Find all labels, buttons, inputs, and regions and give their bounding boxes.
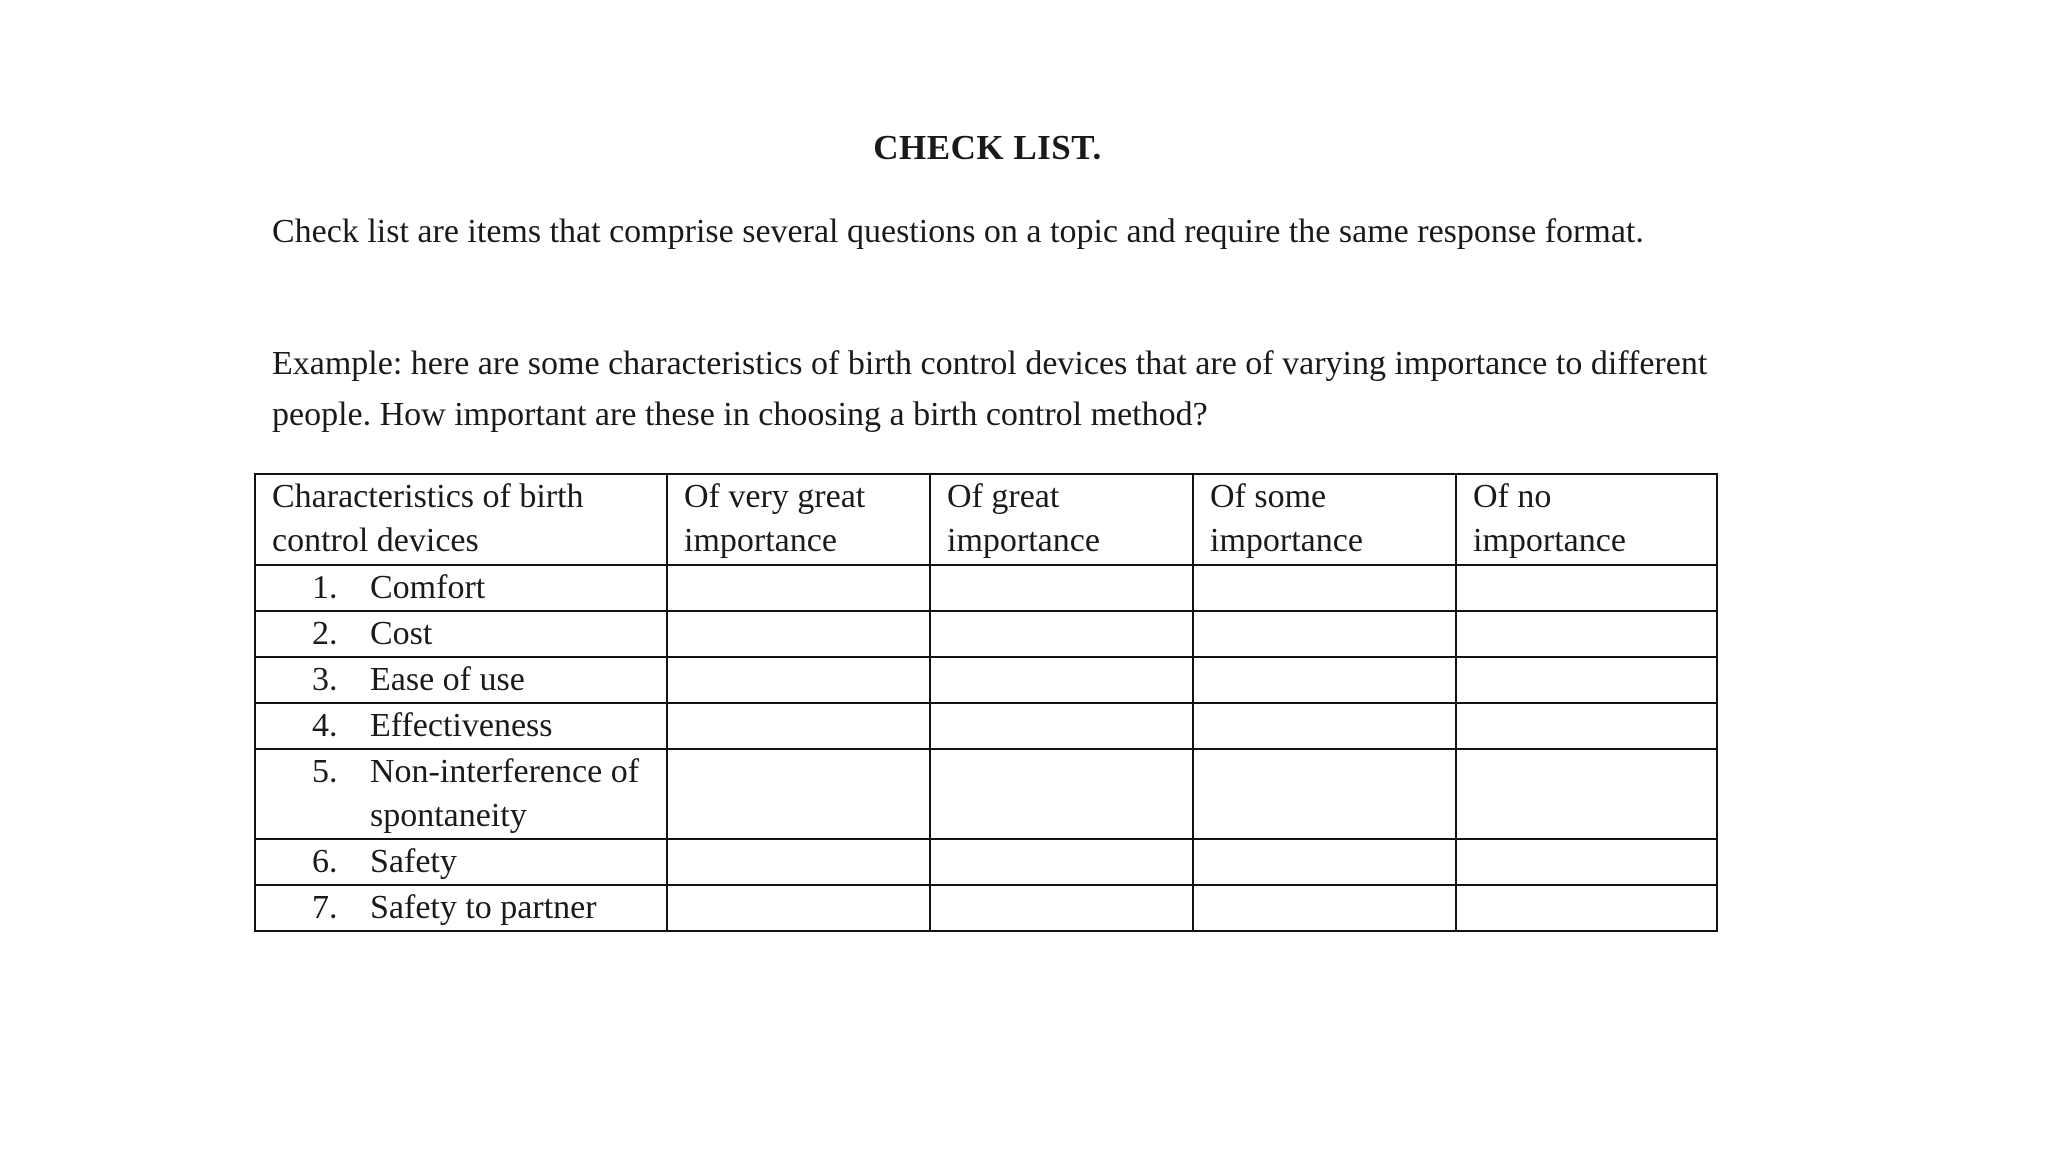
item-label: Non-interference of spontaneity [370,753,640,834]
checklist-table [254,473,1718,932]
rating-cell-some[interactable] [1193,749,1456,839]
row-label-cell [255,749,667,839]
rating-cell-great[interactable] [930,703,1193,749]
rating-cell-great[interactable] [930,611,1193,657]
header-some-importance: Of some importance [1193,474,1456,565]
rating-cell-very-great[interactable] [667,839,930,885]
rating-cell-very-great[interactable] [667,885,930,931]
item-label: Ease of use [370,661,525,698]
rating-cell-very-great[interactable] [667,749,930,839]
rating-cell-great[interactable] [930,657,1193,703]
item-number: 5. [312,753,338,790]
table-row [255,839,1717,885]
rating-cell-great[interactable] [930,749,1193,839]
rating-cell-some[interactable] [1193,839,1456,885]
rating-cell-none[interactable] [1456,657,1717,703]
item-number: 3. [312,661,338,698]
item-label: Cost [370,615,433,652]
rating-cell-none[interactable] [1456,703,1717,749]
rating-cell-very-great[interactable] [667,703,930,749]
row-label-cell [255,611,667,657]
rating-cell-very-great[interactable] [667,611,930,657]
rating-cell-some[interactable] [1193,657,1456,703]
rating-cell-some[interactable] [1193,565,1456,611]
row-label-cell [255,885,667,931]
row-label-cell [255,565,667,611]
rating-cell-great[interactable] [930,839,1193,885]
item-number: 2. [312,615,338,652]
row-label-cell [255,657,667,703]
table-row [255,611,1717,657]
row-label-cell [255,703,667,749]
table-row [255,749,1717,839]
item-label: Comfort [370,569,486,606]
table-row [255,703,1717,749]
rating-cell-very-great[interactable] [667,565,930,611]
table-row [255,565,1717,611]
item-label: Effectiveness [370,707,553,744]
header-characteristics: Characteristics of birth control devices [255,474,667,565]
example-paragraph: Example: here are some characteristics of birth control devices that are of varying importance to different people. How important are these in choosing a birth control method? [272,345,1708,433]
rating-cell-great[interactable] [930,885,1193,931]
rating-cell-none[interactable] [1456,839,1717,885]
table-row [255,657,1717,703]
item-label: Safety [370,843,457,880]
header-very-great-importance: Of very great importance [667,474,930,565]
item-number: 1. [312,569,338,606]
rating-cell-none[interactable] [1456,749,1717,839]
table-header-row [255,474,1717,565]
rating-cell-none[interactable] [1456,885,1717,931]
intro-paragraph: Check list are items that comprise several questions on a topic and require the same response format. [272,213,1644,250]
row-label-cell [255,839,667,885]
item-number: 7. [312,889,338,926]
rating-cell-very-great[interactable] [667,657,930,703]
header-great-importance: Of great importance [930,474,1193,565]
item-label: Safety to partner [370,889,597,926]
header-no-importance: Of no importance [1456,474,1717,565]
rating-cell-great[interactable] [930,565,1193,611]
table-row [255,885,1717,931]
rating-cell-some[interactable] [1193,703,1456,749]
rating-cell-none[interactable] [1456,565,1717,611]
rating-cell-some[interactable] [1193,611,1456,657]
rating-cell-none[interactable] [1456,611,1717,657]
item-number: 6. [312,843,338,880]
item-number: 4. [312,707,338,744]
rating-cell-some[interactable] [1193,885,1456,931]
page-title: CHECK LIST. [873,128,1102,167]
